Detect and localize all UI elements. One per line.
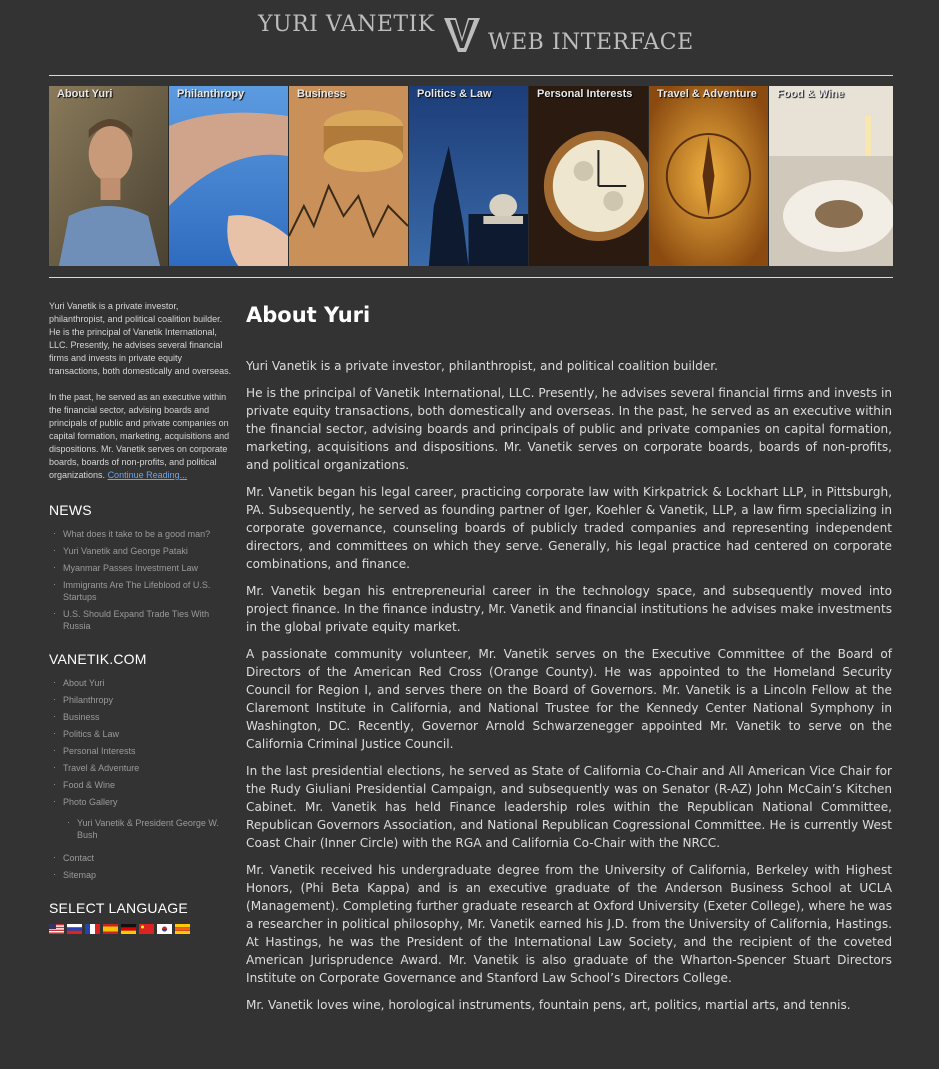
gallery-sub-link[interactable]: · Yuri Vanetik & President George W. Bush [53, 815, 235, 844]
bio-paragraph: Mr. Vanetik received his undergraduate degree from the University of California, Berkeley with Highest Honors, (Phi Beta Kappa) and is an executive graduate of the Anderson Business School at UCLA (Management). Completing further graduate research at Oxford University (Exeter College), where he was a researcher in political philosophy, Mr. Vanetik earned his J.D. from the University of California, Hastings. At Hastings, he was the President of the International Law Society, and the recipient of the coveted American Jurisprudence Award. Mr. Vanetik is also graduate of the Wharton-Spencer Stuart Directors Institute on Corporate Governance and Stanford Law School’s Directors College. [246, 863, 892, 985]
brand-tagline: WEB INTERFACE [488, 30, 694, 55]
site-heading: VANETIK.COM [49, 651, 147, 667]
header-divider [49, 75, 893, 76]
sidebar [49, 300, 235, 934]
site-link-philanthropy[interactable]: · Philanthropy [53, 692, 235, 709]
news-item[interactable]: · Immigrants Are The Lifeblood of U.S. Startups [53, 577, 235, 606]
site-link-photo-gallery[interactable]: · Photo Gallery [53, 794, 235, 811]
capitol-image [409, 86, 528, 266]
brand-name[interactable]: YURI VANETIK [258, 12, 435, 37]
nav-divider [49, 277, 893, 278]
nav-tile-label: Business [297, 88, 346, 100]
site-link-business[interactable]: · Business [53, 709, 235, 726]
intro-paragraph: Yuri Vanetik is a private investor, philanthropist, and political coalition builder. He is the principal of Vanetik International, LLC. Presently, he advises several financial firms and invests in private equity transactions, both domestically and overseas. [49, 301, 232, 376]
site-link-about-yuri[interactable]: · About Yuri [53, 675, 235, 692]
nav-tile-label: Travel & Adventure [657, 88, 757, 100]
news-item[interactable]: · Myanmar Passes Investment Law [53, 560, 235, 577]
nav-tile-politics-law[interactable] [409, 86, 529, 266]
news-item[interactable]: · U.S. Should Expand Trade Ties With Russia [53, 606, 235, 635]
news-item[interactable]: · What does it take to be a good man? [53, 526, 235, 543]
nav-tile-food-wine[interactable] [769, 86, 893, 266]
site-link-personal-interests[interactable]: · Personal Interests [53, 743, 235, 760]
us-flag-icon[interactable] [49, 924, 64, 934]
site-header [0, 0, 939, 76]
news-heading: NEWS [49, 502, 92, 518]
page-title: About Yuri [246, 303, 371, 327]
nav-tile-label: Philanthropy [177, 88, 245, 100]
nav-tile-philanthropy[interactable] [169, 86, 289, 266]
nav-tile-travel-adventure[interactable] [649, 86, 769, 266]
language-flags [49, 924, 235, 934]
nav-tile-about-yuri[interactable] [49, 86, 169, 266]
bio-paragraph: Mr. Vanetik began his entrepreneurial career in the technology space, and subsequently moved into project finance. In the finance industry, Mr. Vanetik and financial institutions he advises make investments in the global private equity market. [246, 584, 892, 634]
main-content [246, 303, 892, 1023]
v-monogram-icon[interactable] [442, 16, 482, 54]
es-flag-icon[interactable] [103, 924, 118, 934]
nav-tile-label: Food & Wine [777, 88, 845, 100]
section-nav [49, 86, 893, 266]
fr-flag-icon[interactable] [85, 924, 100, 934]
site-link-sitemap[interactable]: · Sitemap [53, 867, 235, 884]
nav-tile-label: Personal Interests [537, 88, 633, 100]
bio-paragraph: In the last presidential elections, he served as State of California Co-Chair and All American Vice Chair for the Rudy Giuliani Presidential Campaign, and subsequently was on Senator (R-AZ) John McCain’s Kitchen Cabinet. Mr. Vanetik has held Finance leadership roles within the Republican National Committee, Republican Governors Association, and National Republican Cogressional Committee. He is currently West Coast Chair (Inner Circle) with the RGA and California Co-Chair with the NRCC. [246, 764, 892, 850]
language-heading: SELECT LANGUAGE [49, 900, 188, 916]
cn-flag-icon[interactable] [139, 924, 154, 934]
hands-image [169, 86, 288, 266]
portrait-image [49, 86, 168, 266]
nav-tile-business[interactable] [289, 86, 409, 266]
bio-paragraph: Mr. Vanetik loves wine, horological instruments, fountain pens, art, politics, martial arts, and tennis. [246, 998, 851, 1012]
news-list [49, 526, 235, 635]
nav-tile-personal-interests[interactable] [529, 86, 649, 266]
ru-flag-icon[interactable] [67, 924, 82, 934]
site-link-contact[interactable]: · Contact [53, 850, 235, 867]
continue-reading-link[interactable]: Continue Reading... [107, 470, 188, 480]
nav-tile-label: Politics & Law [417, 88, 492, 100]
site-link-travel-adventure[interactable]: · Travel & Adventure [53, 760, 235, 777]
site-link-politics-law[interactable]: · Politics & Law [53, 726, 235, 743]
coins-chart-image [289, 86, 408, 266]
site-link-food-wine[interactable]: · Food & Wine [53, 777, 235, 794]
bio-paragraph: A passionate community volunteer, Mr. Vanetik serves on the Executive Committee of the Board of Directors of the American Red Cross (Orange County). He was appointed to the Homeland Security Council for Region I, and serves there on the Board of Governors. Mr. Vanetik is a Lincoln Fellow at the Claremont Institute in California, and National Trustee for the Kennedy Center National Symphony in Washington, DC. Recently, Governor Arnold Schwarzenegger appointed Mr. Vanetik to serve on the California Criminal Justice Council. [246, 647, 892, 751]
site-nav-list [49, 675, 235, 884]
plate-image [769, 86, 893, 266]
sidebar-intro [49, 300, 235, 482]
bio-paragraph: Yuri Vanetik is a private investor, philanthropist, and political coalition builder. [246, 359, 718, 373]
vn-flag-icon[interactable] [175, 924, 190, 934]
bio-paragraph: He is the principal of Vanetik International, LLC. Presently, he advises several financial firms and invests in private equity transactions, both domestically and overseas. In the past, he served as an executive within the financial sector, advising boards and principals of public and private companies on capital formation, marketing, acquisitions and dispositions. Mr. Vanetik serves on corporate boards, boards of non-profits, and political organizations. [246, 386, 892, 472]
news-item[interactable]: · Yuri Vanetik and George Pataki [53, 543, 235, 560]
watch-image [529, 86, 648, 266]
intro-paragraph: In the past, he served as an executive within the financial sector, advising boards and principals of public and private companies on capital formation, marketing, acquisitions and dispositions. Mr. Vanetik serves on corporate boards, boards of non-profits, and political organizations. Continue Reading... [49, 392, 230, 480]
de-flag-icon[interactable] [121, 924, 136, 934]
nav-tile-label: About Yuri [57, 88, 113, 100]
compass-image [649, 86, 768, 266]
bio-paragraph: Mr. Vanetik began his legal career, practicing corporate law with Kirkpatrick & Lockhart LLP, in Pittsburgh, PA. Subsequently, he served as founding partner of Iger, Koehler & Vanetik, LLP, a law firm specializing in corporate governance, counseling boards of publicly traded companies and representing independent directors, and committees on which they serve. Generally, his legal practice had centered on corporate combinations, and finance. [246, 485, 892, 571]
kr-flag-icon[interactable] [157, 924, 172, 934]
